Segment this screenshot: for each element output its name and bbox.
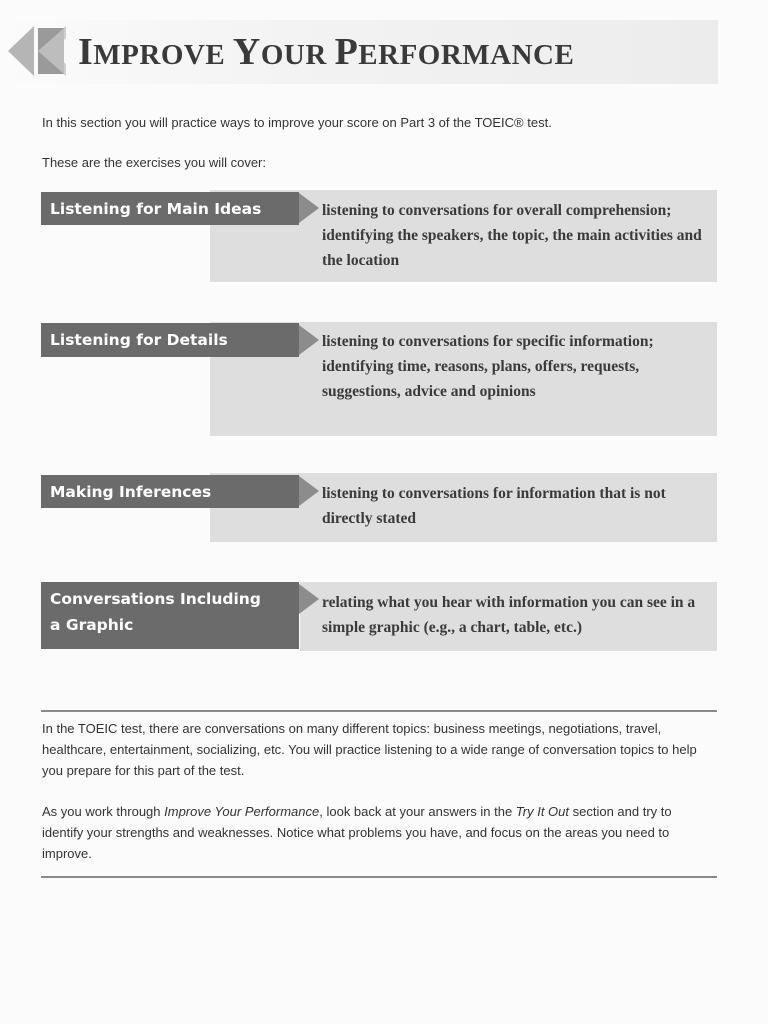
triangle-right-icon xyxy=(299,476,319,506)
exercise-label-text: Listening for Details xyxy=(50,331,228,349)
page-title: IMPROVE YOUR PERFORMANCE xyxy=(78,31,575,73)
divider-top xyxy=(41,710,717,712)
exercise-label-inferences xyxy=(41,475,299,508)
footer-paragraph-review xyxy=(42,801,714,864)
section-name-try-it-out: Try It Out xyxy=(515,804,570,819)
exercise-label-text: Making Inferences xyxy=(50,483,212,501)
exercise-label-line: Conversations Including xyxy=(50,590,261,608)
exercise-label-graphic xyxy=(41,582,299,649)
exercise-label-line: a Graphic xyxy=(50,616,134,634)
footer-paragraph-topics: In the TOEIC test, there are conversations on many different topics: business meetings, negotiations, travel, healthcare, entertainment, socializing, etc. You will practice listening to a wide range of conversation topics to help you prepare for this part of the test. xyxy=(42,721,697,778)
triangle-right-icon xyxy=(299,584,319,614)
exercise-description-main-ideas: listening to conversations for overall comprehension; identifying the speakers, the topic, the main activities and the location xyxy=(322,202,702,269)
divider-bottom xyxy=(41,876,717,878)
triangle-right-icon xyxy=(299,193,319,223)
exercise-label-text: Listening for Main Ideas xyxy=(50,200,262,218)
exercise-label-main-ideas xyxy=(41,192,299,225)
exercise-description-graphic: relating what you hear with information you can see in a simple graphic (e.g., a chart, table, etc.) xyxy=(322,594,696,636)
double-chevron-icon xyxy=(8,26,66,76)
section-name-improve: Improve Your Performance xyxy=(164,804,320,819)
triangle-right-icon xyxy=(299,325,319,355)
text-segment: As you work through xyxy=(42,804,165,819)
exercise-description-details: listening to conversations for specific information; identifying time, reasons, plans, offers, requests, suggestions, advice and opinions xyxy=(322,333,654,400)
exercise-label-details xyxy=(41,323,299,357)
text-segment: section and try to identify your strengths and weaknesses. Notice what problems you have, and focus on the areas you need to improve. xyxy=(42,804,672,861)
exercises-intro: These are the exercises you will cover: xyxy=(42,155,266,170)
intro-text: In this section you will practice ways to improve your score on Part 3 of the TOEIC® test. xyxy=(42,115,552,130)
text-segment: , look back at your answers in the xyxy=(319,804,516,819)
exercise-description-inferences: listening to conversations for information that is not directly stated xyxy=(322,485,666,527)
